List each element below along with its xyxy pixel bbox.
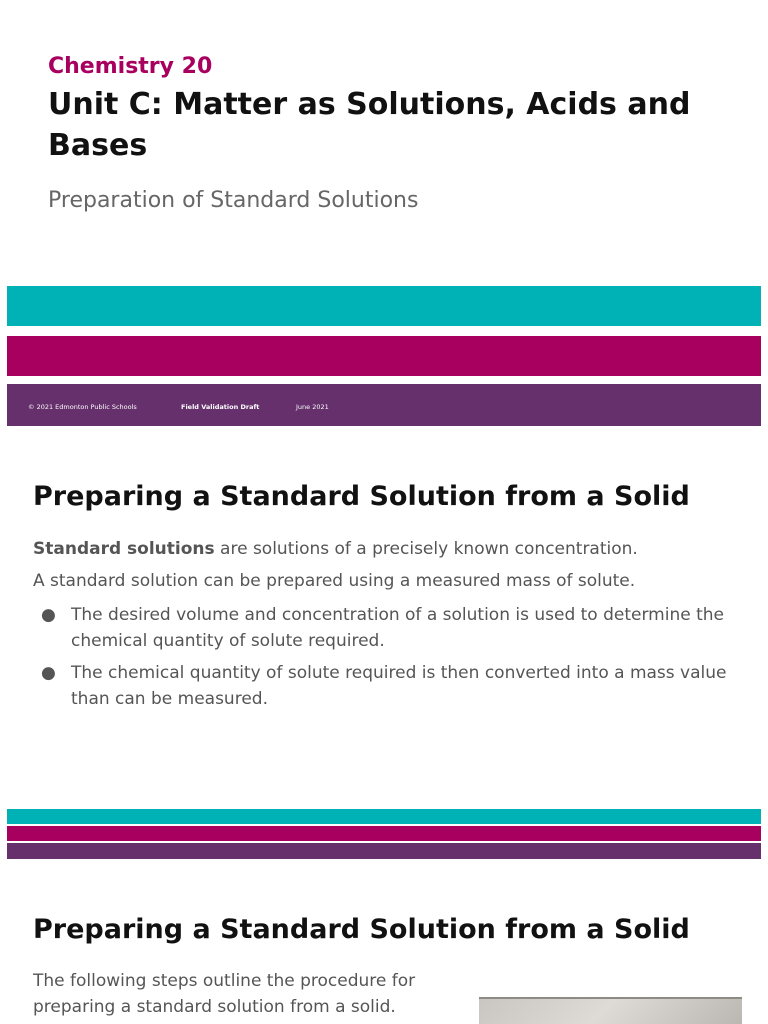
lab-photo [479,997,742,1024]
footer-date: June 2021 [296,403,329,411]
purple-stripe [7,843,761,859]
definition-term: Standard solutions [33,539,215,559]
bullet-item [33,602,733,654]
slide-2-heading: Preparing a Standard Solution from a Solid [33,481,690,512]
teal-band [7,286,761,326]
procedure-intro: The following steps outline the procedure for preparing a standard solution from a solid. [33,971,416,1017]
lesson-subtitle: Preparation of Standard Solutions [48,188,419,213]
bullet-icon: ● [41,663,56,683]
bullet-item [33,660,733,712]
copyright-text: © 2021 Edmonton Public Schools [28,403,137,411]
draft-label: Field Validation Draft [181,403,260,411]
slide-3-heading: Preparing a Standard Solution from a Solid [33,914,690,945]
title-block [48,52,728,216]
bullet-text: The chemical quantity of solute required is then converted into a mass value than can be measured. [71,663,727,709]
bullet-text: The desired volume and concentration of a solution is used to determine the chemical quantity of solute required. [71,605,724,651]
prepared-using-paragraph: A standard solution can be prepared using a measured mass of solute. [33,571,636,591]
magenta-band [7,336,761,376]
teal-stripe [7,809,761,824]
magenta-stripe [7,826,761,841]
unit-title: Unit C: Matter as Solutions, Acids and Bases [48,87,691,163]
definition-text: are solutions of a precisely known concentration. [214,539,638,559]
bullet-icon: ● [41,605,56,625]
procedure-bullet-list [33,602,733,718]
course-title: Chemistry 20 [48,54,213,79]
definition-paragraph [33,536,733,562]
